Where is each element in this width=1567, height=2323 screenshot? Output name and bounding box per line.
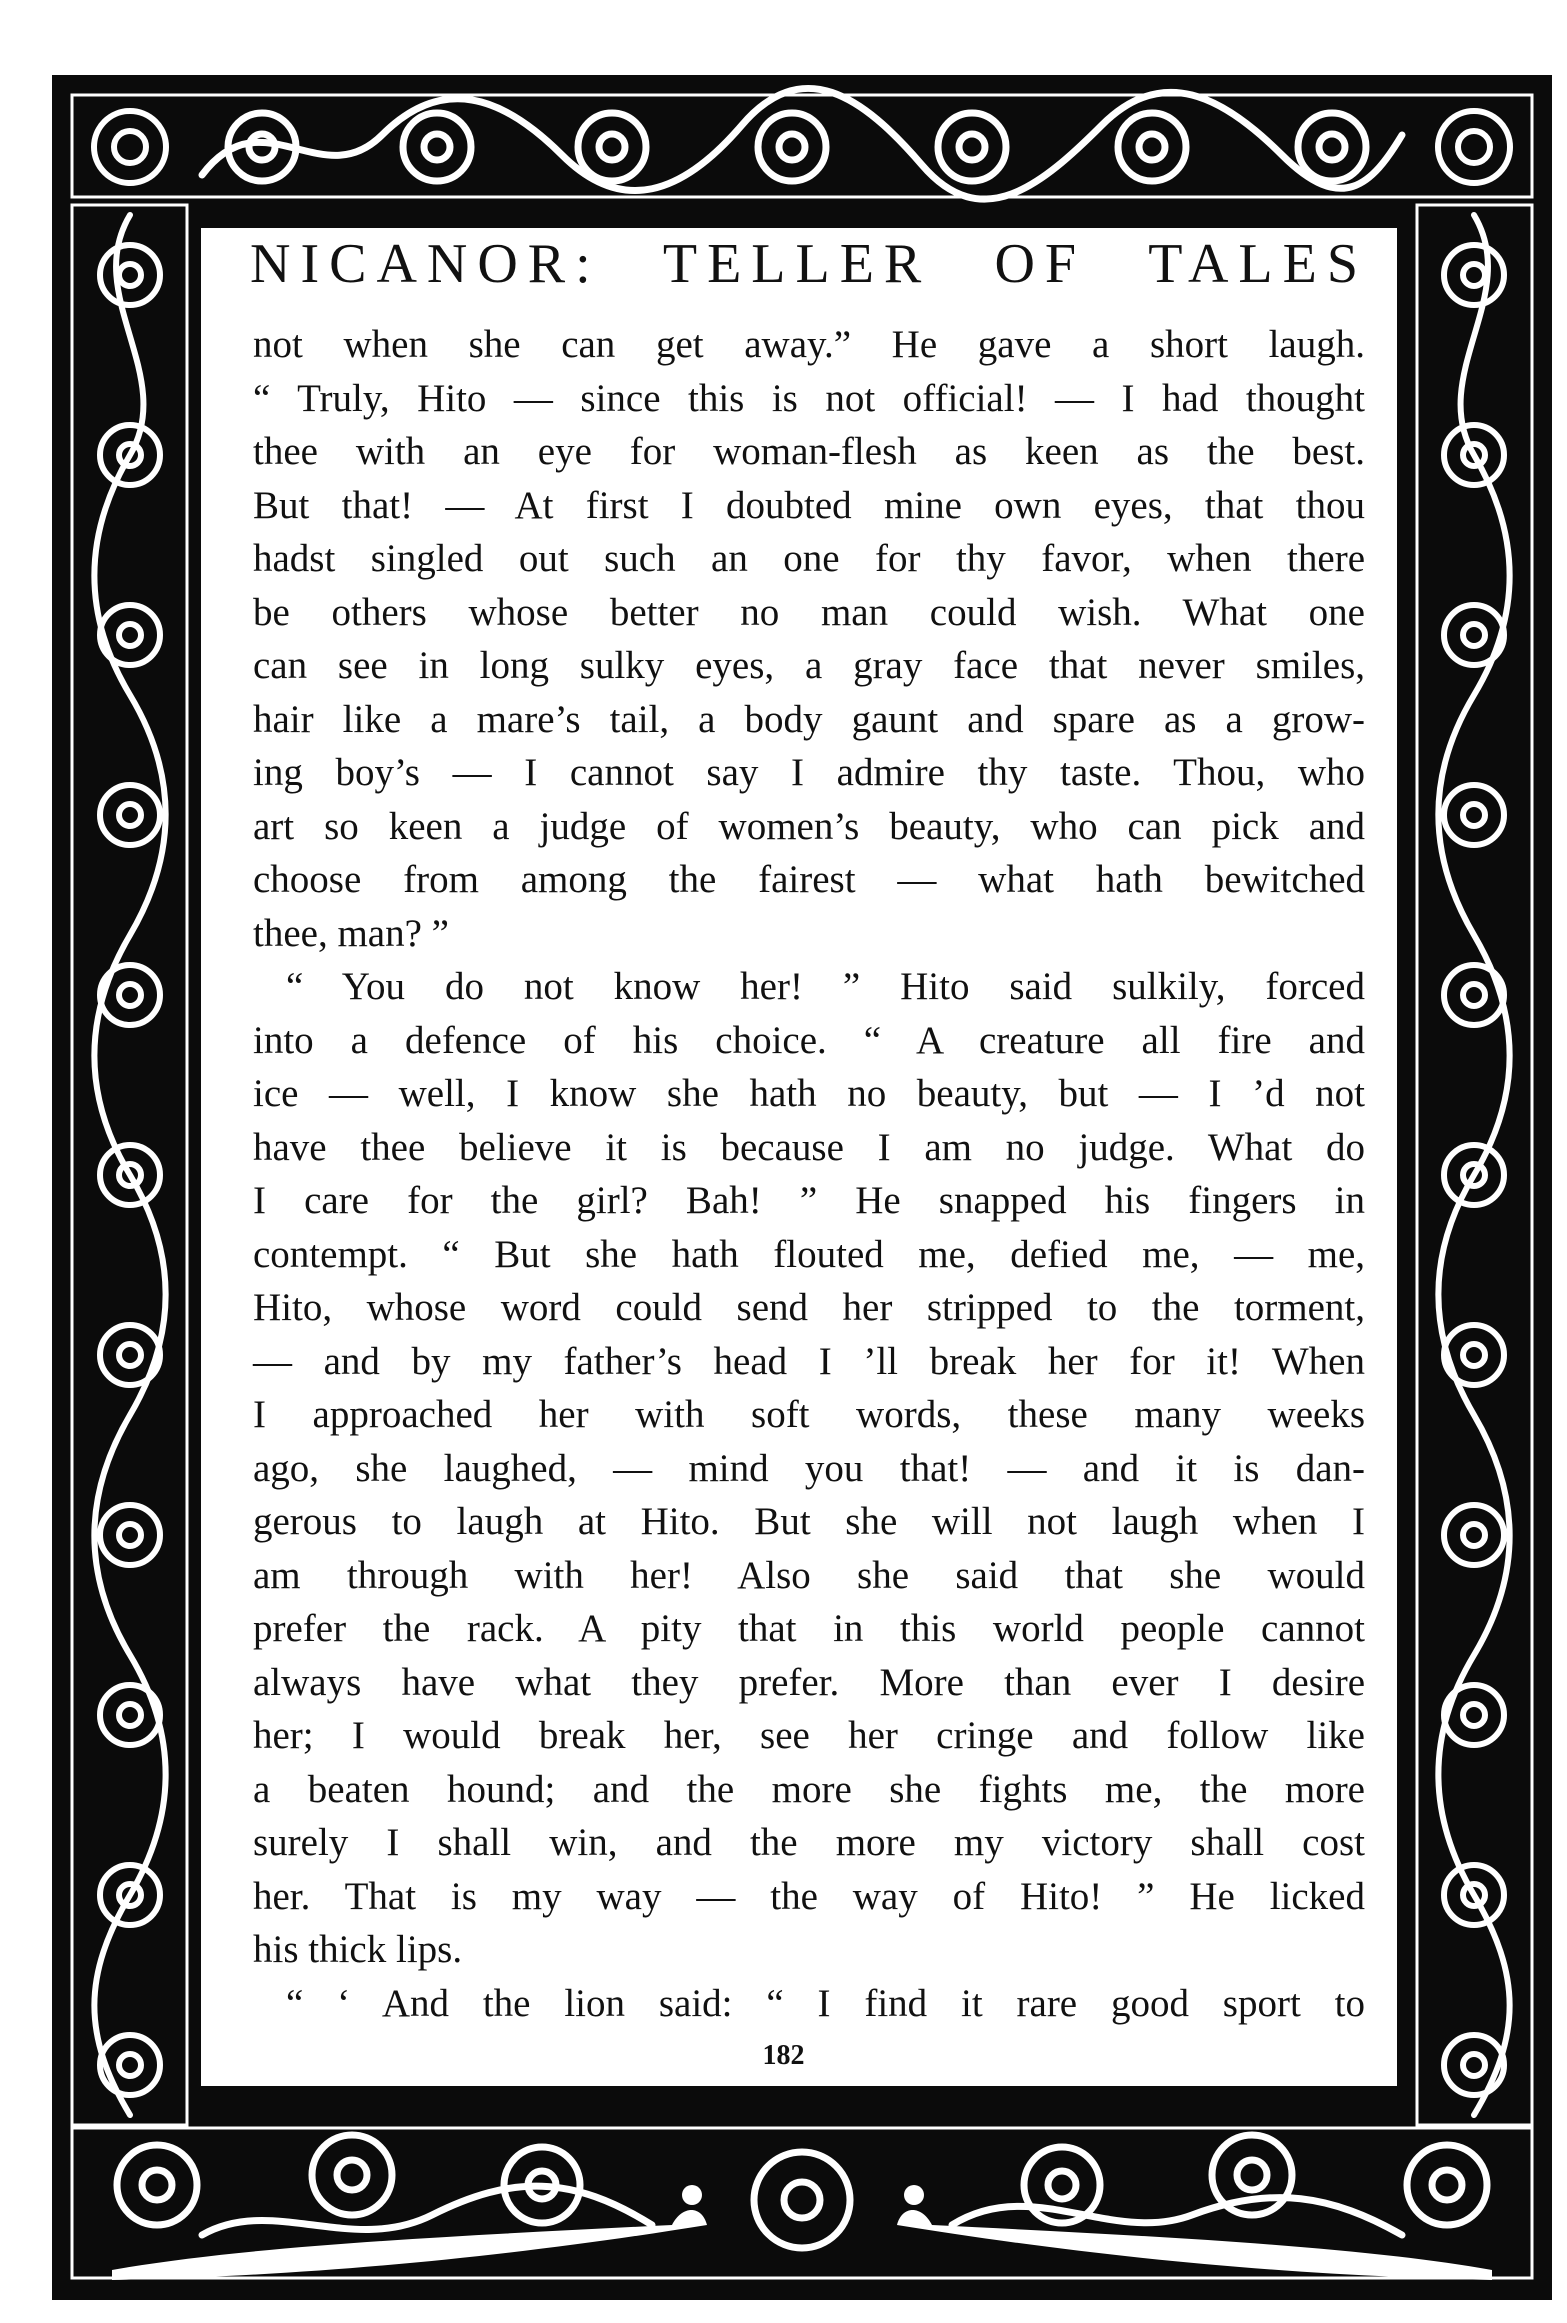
text-line: “ Truly, Hito — since this is not official! — I had thought [253,376,1365,420]
text-line: be others whose better no man could wish. What one [253,590,1365,634]
text-line: into a defence of his choice. “ A creature all fire and [253,1018,1365,1062]
text-line: But that! — At first I doubted mine own eyes, that thou [253,483,1365,527]
text-line: a beaten hound; and the more she fights me, the more [253,1767,1365,1811]
text-line: “ ‘ And the lion said: “ I find it rare good sport to [286,1981,1365,2025]
text-line: ago, she laughed, — mind you that! — and it is dan- [253,1446,1365,1490]
text-line: I care for the girl? Bah! ” He snapped his fingers in [253,1179,1365,1222]
text-line: not when she can get away.” He gave a short laugh. [253,323,1365,366]
text-line: have thee believe it is because I am no judge. What do [253,1125,1365,1169]
text-line: prefer the rack. A pity that in this world people cannot [253,1607,1365,1650]
text-line: contempt. “ But she hath flouted me, defied me, — me, [253,1232,1365,1276]
page-heading: NICANOR: TELLER OF TALES [250,233,1368,295]
text-line: Hito, whose word could send her stripped to the torment, [253,1286,1365,1329]
text-line: am through with her! Also she said that she would [253,1553,1365,1597]
text-line: her. That is my way — the way of Hito! ” He licked [253,1874,1365,1918]
text-line: — and by my father’s head I ’ll break her for it! When [253,1339,1365,1383]
text-line: hair like a mare’s tail, a body gaunt and spare as a grow- [253,697,1365,741]
page-number: 182 [762,2040,805,2071]
body-text [253,318,1365,2030]
text-line: choose from among the fairest — what hath bewitched [253,858,1365,901]
text-line: surely I shall win, and the more my victory shall cost [253,1821,1365,1864]
text-line: art so keen a judge of women’s beauty, who can pick and [253,804,1365,848]
text-line: ing boy’s — I cannot say I admire thy taste. Thou, who [253,751,1365,794]
text-line: thee with an eye for woman-flesh as keen as the best. [253,430,1365,473]
text-line: can see in long sulky eyes, a gray face that never smiles, [253,644,1365,687]
text-line: gerous to laugh at Hito. But she will not laugh when I [253,1500,1365,1543]
text-line: thee, man? ” [253,911,449,955]
text-line: “ You do not know her! ” Hito said sulkily, forced [286,965,1365,1008]
text-line: her; I would break her, see her cringe and follow like [253,1714,1365,1757]
text-line: his thick lips. [253,1928,463,1971]
text-line: hadst singled out such an one for thy favor, when there [253,537,1365,580]
text-line: I approached her with soft words, these many weeks [253,1393,1365,1436]
text-line: always have what they prefer. More than ever I desire [253,1660,1365,1704]
text-line: ice — well, I know she hath no beauty, but — I ’d not [253,1072,1365,1115]
